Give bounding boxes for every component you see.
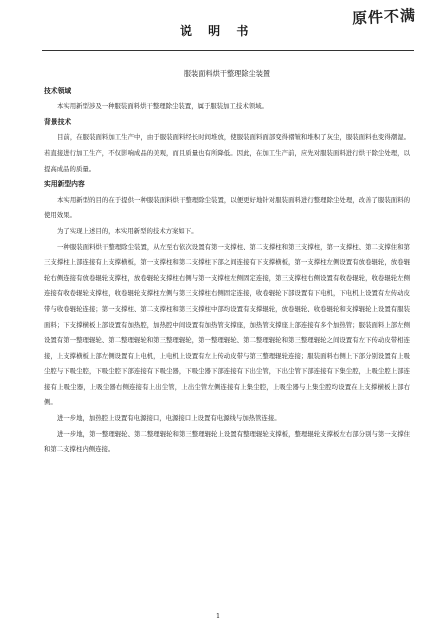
section-heading-background: 背景技术 <box>44 117 72 126</box>
paragraph-scheme-intro: 为了实现上述目的，本实用新型的技术方案如下。 <box>57 226 198 235</box>
document-title: 服装面料烘干整理除尘装置 <box>183 69 271 78</box>
header-divider <box>42 50 414 51</box>
paragraph-purpose: 本实用新型的目的在于提供一种服装面料烘干整理除尘装置，以便更好地针对服装面料进行整理除尘处理，改善了服装面料的使用效果。 <box>44 195 410 220</box>
paragraph-further-2: 进一步地，第一整理辊轮、第二整理辊轮和第三整理辊轮上设置有整理辊轮支撑板，整理辊轮支撑板左右部分别与第一支撑住和第二支撑柱内侧连接。 <box>44 429 410 454</box>
handwritten-stamp: 原件不满 <box>351 6 417 28</box>
page-number: 1 <box>216 612 221 620</box>
paragraph-background: 目前，在服装面料加工生产中，由于服装面料经长时间堆放，使服装面料面部变得褶皱和堆积了灰尘，服装面料也变得潮湿。若直接进行加工生产，不仅影响成品的美观，而且质量也有所降低。因此，在加工生产前，应先对服装面料进行烘干除尘处理，以提高成品的质量。 <box>44 133 410 173</box>
section-heading-field: 技术领域 <box>44 86 72 95</box>
paragraph-field: 本实用新型涉及一种服装面料烘干整理除尘装置，属于服装加工技术领域。 <box>57 102 268 111</box>
paragraph-further-1: 进一步地，加热腔上设置有电源接口，电源接口上设置有电源线与加热管连接。 <box>57 414 281 423</box>
page-header-title: 说 明 书 <box>180 24 255 38</box>
paragraph-main-claim: 一种服装面料烘干整理除尘装置，从左至右依次设置有第一支撑柱、第二支撑柱和第三支撑柱，第一支撑柱、第二支撑住和第三支撑柱上部连接有上支撑横板，第一支撑柱和第二支撑柱下部之间连接有下支撑横板，第一支撑柱左侧设置有放卷辊轮，放卷辊轮右侧连接有放卷辊轮支撑柱，放卷辊轮支撑柱右侧与第一支撑柱左侧固定连接，第三支撑柱右侧设置有收卷辊轮，收卷辊轮左侧连接有收卷辊轮支撑柱，收卷辊轮支撑柱左侧与第三支撑柱右侧固定连接，收卷辊轮下部设置有下电机，下电机上设置有左传动皮带与收卷辊轮连接；第一支撑柱、第二支撑柱和第三支撑柱中部均设置有支撑辊轮，放卷辊轮、收卷辊轮和支撑辊轮上设置有服装面料；下支撑横板上部设置有加热腔，加热腔中间设置有加热管支撑座，加热管支撑座上部连接有多个加热管；服装面料上部左侧设置有第一整理辊轮、第二整理辊轮和第三整理辊轮，第一整理辊轮、第二整理辊轮和第三整理辊轮之间设置有左下传动皮带相连接，上支撑横板上部左侧设置有上电机，上电机上设置有左上传动皮带与第三整理辊轮连接；服装面料右侧上下部分别设置有上吸尘腔与下吸尘腔，下吸尘腔下部连接有下吸尘器，下吸尘器下部连接有下出尘管，下出尘管下部连接有下集尘腔，上吸尘腔上部连接有上吸尘器，上吸尘器右侧连接有上出尘管，上出尘管左侧连接有上集尘腔，上吸尘器与上集尘腔均设置在上支撑横板上部右侧。 <box>44 242 410 407</box>
document-body <box>44 60 410 458</box>
section-heading-content: 实用新型内容 <box>44 180 85 189</box>
